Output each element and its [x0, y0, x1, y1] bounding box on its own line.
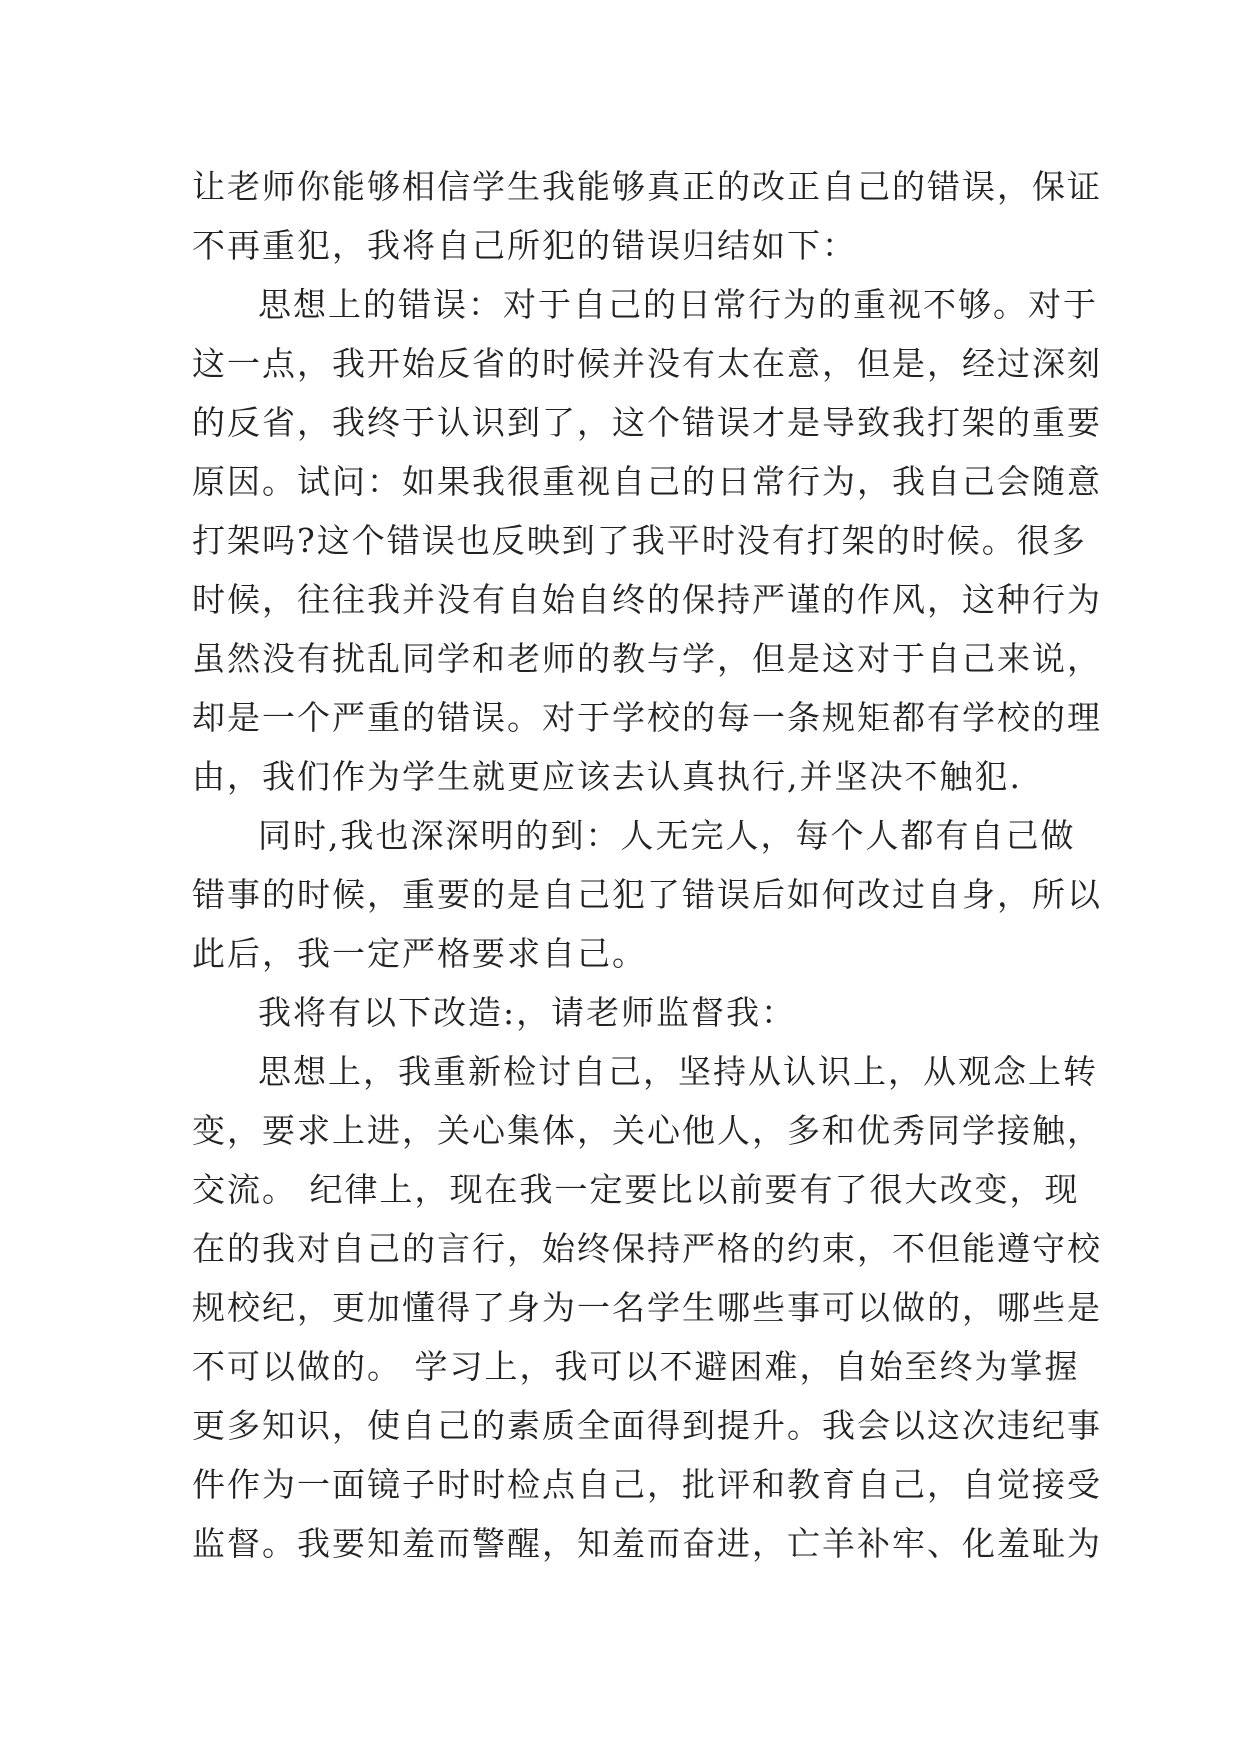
text-line: 规校纪，更加懂得了身为一名学生哪些事可以做的，哪些是 — [192, 1288, 1102, 1327]
text-line: 不可以做的。 学习上，我可以不避困难，自始至终为掌握 — [192, 1347, 1080, 1386]
text-line: 思想上的错误：对于自己的日常行为的重视不够。对于 — [258, 285, 1098, 324]
text-line: 却是一个严重的错误。对于学校的每一条规矩都有学校的理 — [192, 698, 1102, 737]
text-line: 变，要求上进，关心集体，关心他人，多和优秀同学接触， — [192, 1111, 1102, 1150]
text-line: 思想上，我重新检讨自己，坚持从认识上，从观念上转 — [258, 1052, 1098, 1091]
text-line: 监督。我要知羞而警醒，知羞而奋进，亡羊补牢、化羞耻为 — [192, 1524, 1102, 1563]
document-body — [192, 157, 1102, 1573]
text-line: 打架吗?这个错误也反映到了我平时没有打架的时候。很多 — [192, 521, 1087, 560]
text-line: 不再重犯，我将自己所犯的错误归结如下： — [192, 226, 857, 265]
text-line: 我将有以下改造:，请老师监督我： — [258, 993, 797, 1032]
text-line: 让老师你能够相信学生我能够真正的改正自己的错误，保证 — [192, 167, 1102, 206]
text-line: 在的我对自己的言行，始终保持严格的约束，不但能遵守校 — [192, 1229, 1102, 1268]
text-line: 交流。 纪律上，现在我一定要比以前要有了很大改变，现 — [192, 1170, 1080, 1209]
text-line: 同时,我也深深明的到：人无完人，每个人都有自己做 — [258, 816, 1076, 855]
text-line: 由，我们作为学生就更应该去认真执行,并坚决不触犯. — [192, 757, 1022, 796]
text-line: 错事的时候，重要的是自己犯了错误后如何改过自身，所以 — [192, 875, 1102, 914]
text-line: 原因。试问：如果我很重视自己的日常行为，我自己会随意 — [192, 462, 1102, 501]
text-line: 虽然没有扰乱同学和老师的教与学，但是这对于自己来说， — [192, 639, 1102, 678]
text-line: 这一点，我开始反省的时候并没有太在意，但是，经过深刻 — [192, 344, 1102, 383]
text-line: 更多知识，使自己的素质全面得到提升。我会以这次违纪事 — [192, 1406, 1102, 1445]
text-line: 的反省，我终于认识到了，这个错误才是导致我打架的重要 — [192, 403, 1102, 442]
text-line: 件作为一面镜子时时检点自己，批评和教育自己，自觉接受 — [192, 1465, 1102, 1504]
text-line: 时候，往往我并没有自始自终的保持严谨的作风，这种行为 — [192, 580, 1102, 619]
text-line: 此后，我一定严格要求自己。 — [192, 934, 647, 973]
